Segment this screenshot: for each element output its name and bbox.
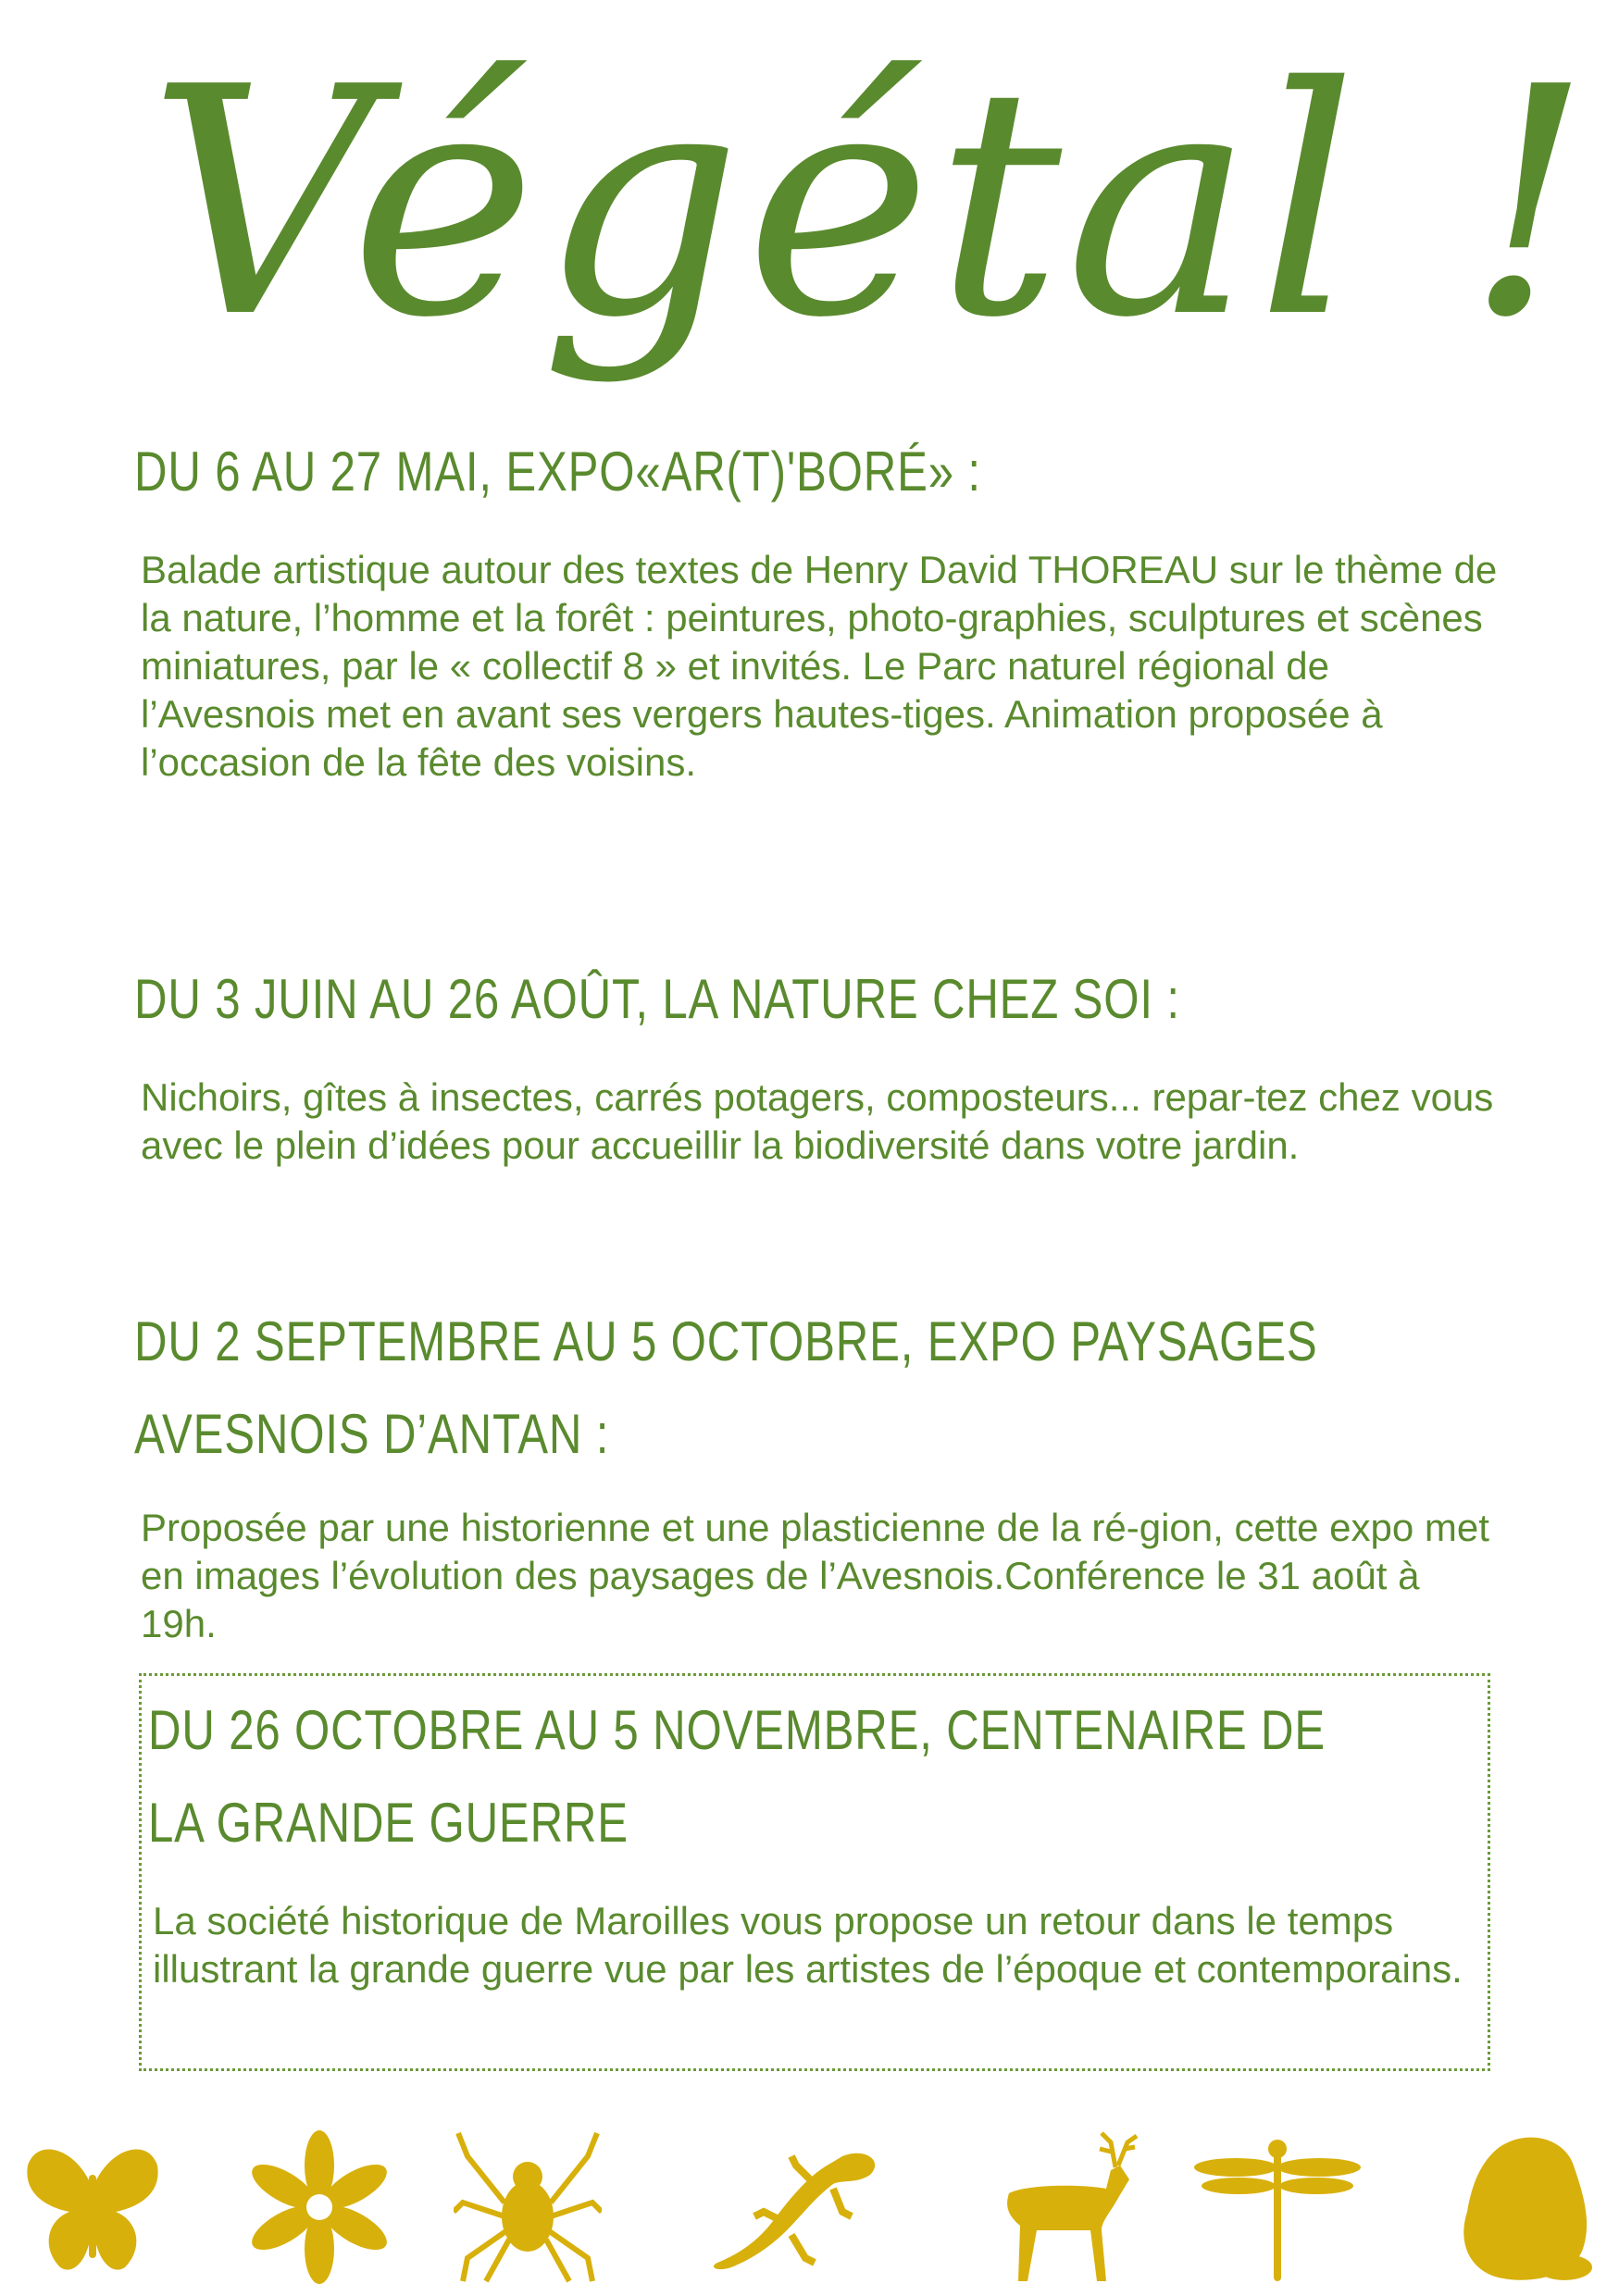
lizard-icon — [704, 2128, 889, 2286]
frog-icon — [1444, 2128, 1601, 2286]
section-heading-mai: DU 6 AU 27 MAI, EXPO«AR(T)'BORÉ» : — [134, 441, 981, 503]
section-body-mai: Balade artistique autour des textes de Henry David THOREAU sur le thème de la nature, l’homme et la forêt : peintures, photo-graphies, sculptures et scènes miniatures, par le « collectif 8 » et invités. Le Parc naturel régional de l’Avesnois met en avant ses vergers hautes-tiges. Animation proposée à l’occasion de la fête des voisins. — [141, 548, 1498, 784]
section-heading-juin: DU 3 JUIN AU 26 AOÛT, LA NATURE CHEZ SOI : — [134, 968, 1180, 1030]
section-heading-octobre: DU 26 OCTOBRE AU 5 NOVEMBRE, CENTENAIRE DE — [148, 1699, 1326, 1761]
deer-icon — [972, 2128, 1157, 2286]
animal-silhouettes — [0, 2119, 1619, 2296]
flower-icon — [245, 2128, 393, 2286]
section-heading-octobre-line2: LA GRANDE GUERRE — [148, 1792, 629, 1854]
spider-icon — [454, 2128, 602, 2286]
section-body-juin: Nichoirs, gîtes à insectes, carrés potagers, composteurs... repar-tez chez vous avec le plein d’idées pour accueillir la biodiversité dans votre jardin. — [141, 1075, 1494, 1167]
section-heading-septembre: DU 2 SEPTEMBRE AU 5 OCTOBRE, EXPO PAYSAGES — [134, 1310, 1318, 1372]
page-title: Végétal ! — [148, 20, 1596, 387]
dragonfly-icon — [1194, 2128, 1361, 2286]
section-body-septembre: Proposée par une historienne et une plasticienne de la ré-gion, cette expo met en images l’évolution des paysages de l’Avesnois.Conférence le 31 août à 19h. — [141, 1506, 1489, 1645]
butterfly-icon — [19, 2128, 167, 2286]
section-body-octobre: La société historique de Maroilles vous propose un retour dans le temps illustrant la grande guerre vue par les artistes de l’époque et contemporains. — [153, 1899, 1463, 1991]
section-heading-septembre-line2: AVESNOIS D’ANTAN : — [134, 1403, 610, 1465]
